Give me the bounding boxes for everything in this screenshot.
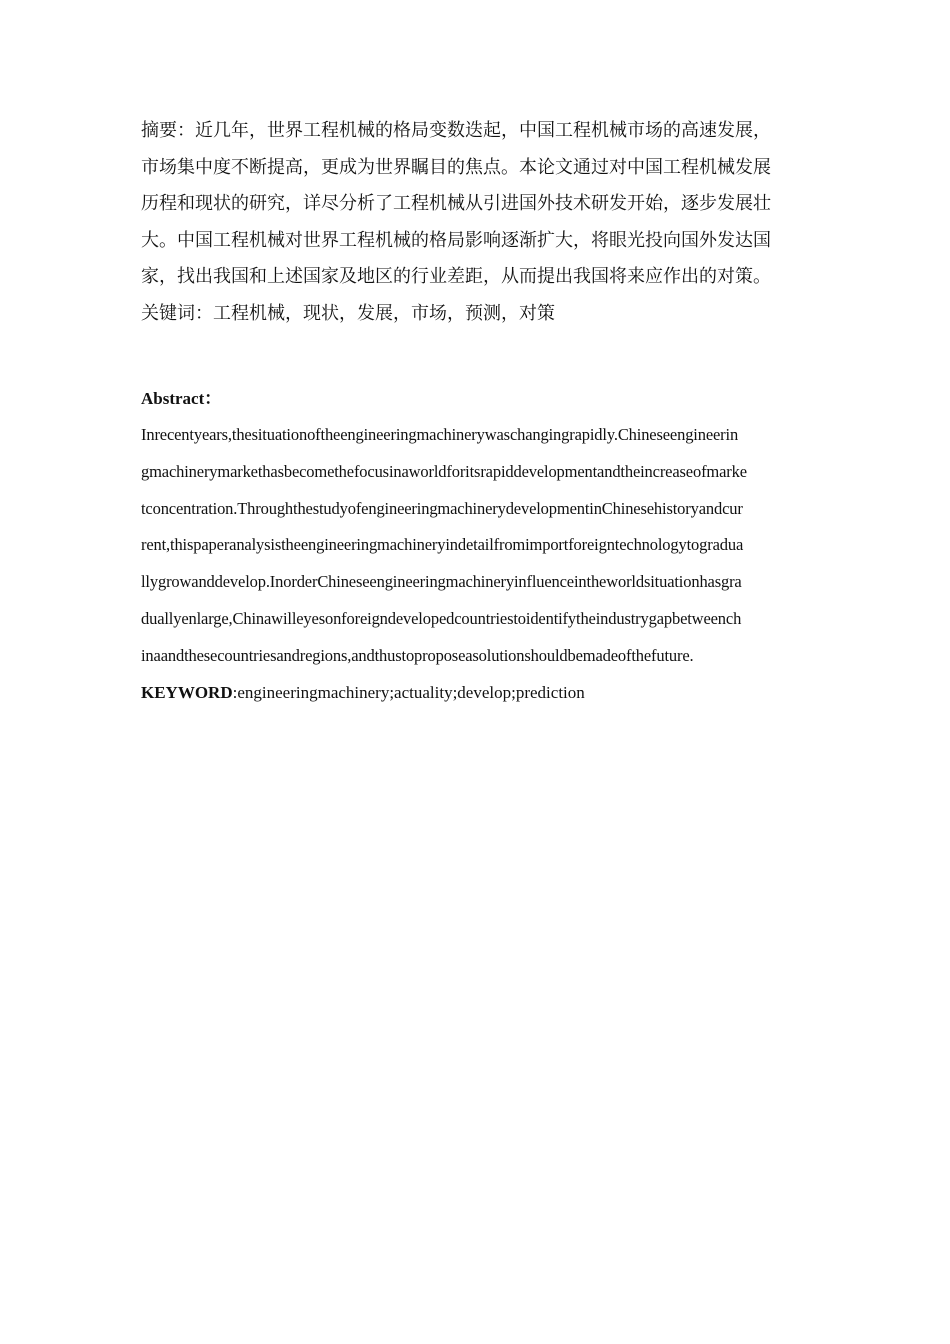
- english-abstract-line: inaandthesecountriesandregions,andthustoproposeasolutionshouldbemadeofthefuture.: [141, 645, 694, 665]
- chinese-abstract-line: 家，找出我国和上述国家及地区的行业差距，从而提出我国将来应作出的对策。: [141, 266, 771, 287]
- keyword-list: :engineeringmachinery;actuality;develop;prediction: [232, 682, 585, 702]
- chinese-abstract-line: 大。中国工程机械对世界工程机械的格局影响逐渐扩大，将眼光投向国外发达国: [141, 229, 771, 251]
- english-abstract-line: llygrowanddevelop.InorderChineseengineeringmachineryinfluenceintheworldsituationhasgra: [141, 572, 742, 592]
- english-abstract-line: rent,thispaperanalysistheengineeringmachineryindetailfromimportforeigntechnologytogradua: [141, 535, 744, 555]
- english-abstract-line: Inrecentyears,thesituationoftheengineeringmachinerywaschangingrapidly.Chineseengineerin: [141, 425, 739, 444]
- keyword-label: KEYWORD: [141, 682, 233, 702]
- english-abstract-line: gmachinerymarkethasbecomethefocusinaworldforitsrapiddevelopmentandtheincreaseofmarke: [141, 461, 747, 481]
- chinese-keywords-line: 关键词：工程机械，现状，发展，市场，预测，对策: [141, 302, 555, 324]
- abstract-heading: Abstract：: [141, 389, 222, 408]
- english-keywords-line: [141, 675, 831, 712]
- chinese-abstract-line: 市场集中度不断提高，更成为世界瞩目的焦点。本论文通过对中国工程机械发展: [141, 156, 771, 178]
- english-abstract-line: tconcentration.ThroughthestudyofengineeringmachinerydevelopmentinChinesehistoryandcur: [141, 498, 743, 518]
- english-abstract: [141, 381, 831, 711]
- chinese-abstract: [141, 113, 826, 332]
- chinese-abstract-line: 摘要：近几年，世界工程机械的格局变数迭起，中国工程机械市场的高速发展，: [141, 120, 771, 141]
- chinese-abstract-line: 历程和现状的研究，详尽分析了工程机械从引进国外技术研发开始，逐步发展壮: [141, 193, 771, 214]
- english-abstract-line: duallyenlarge,Chinawilleyesonforeigndevelopedcountriestoidentifytheindustrygapbetweench: [141, 608, 742, 628]
